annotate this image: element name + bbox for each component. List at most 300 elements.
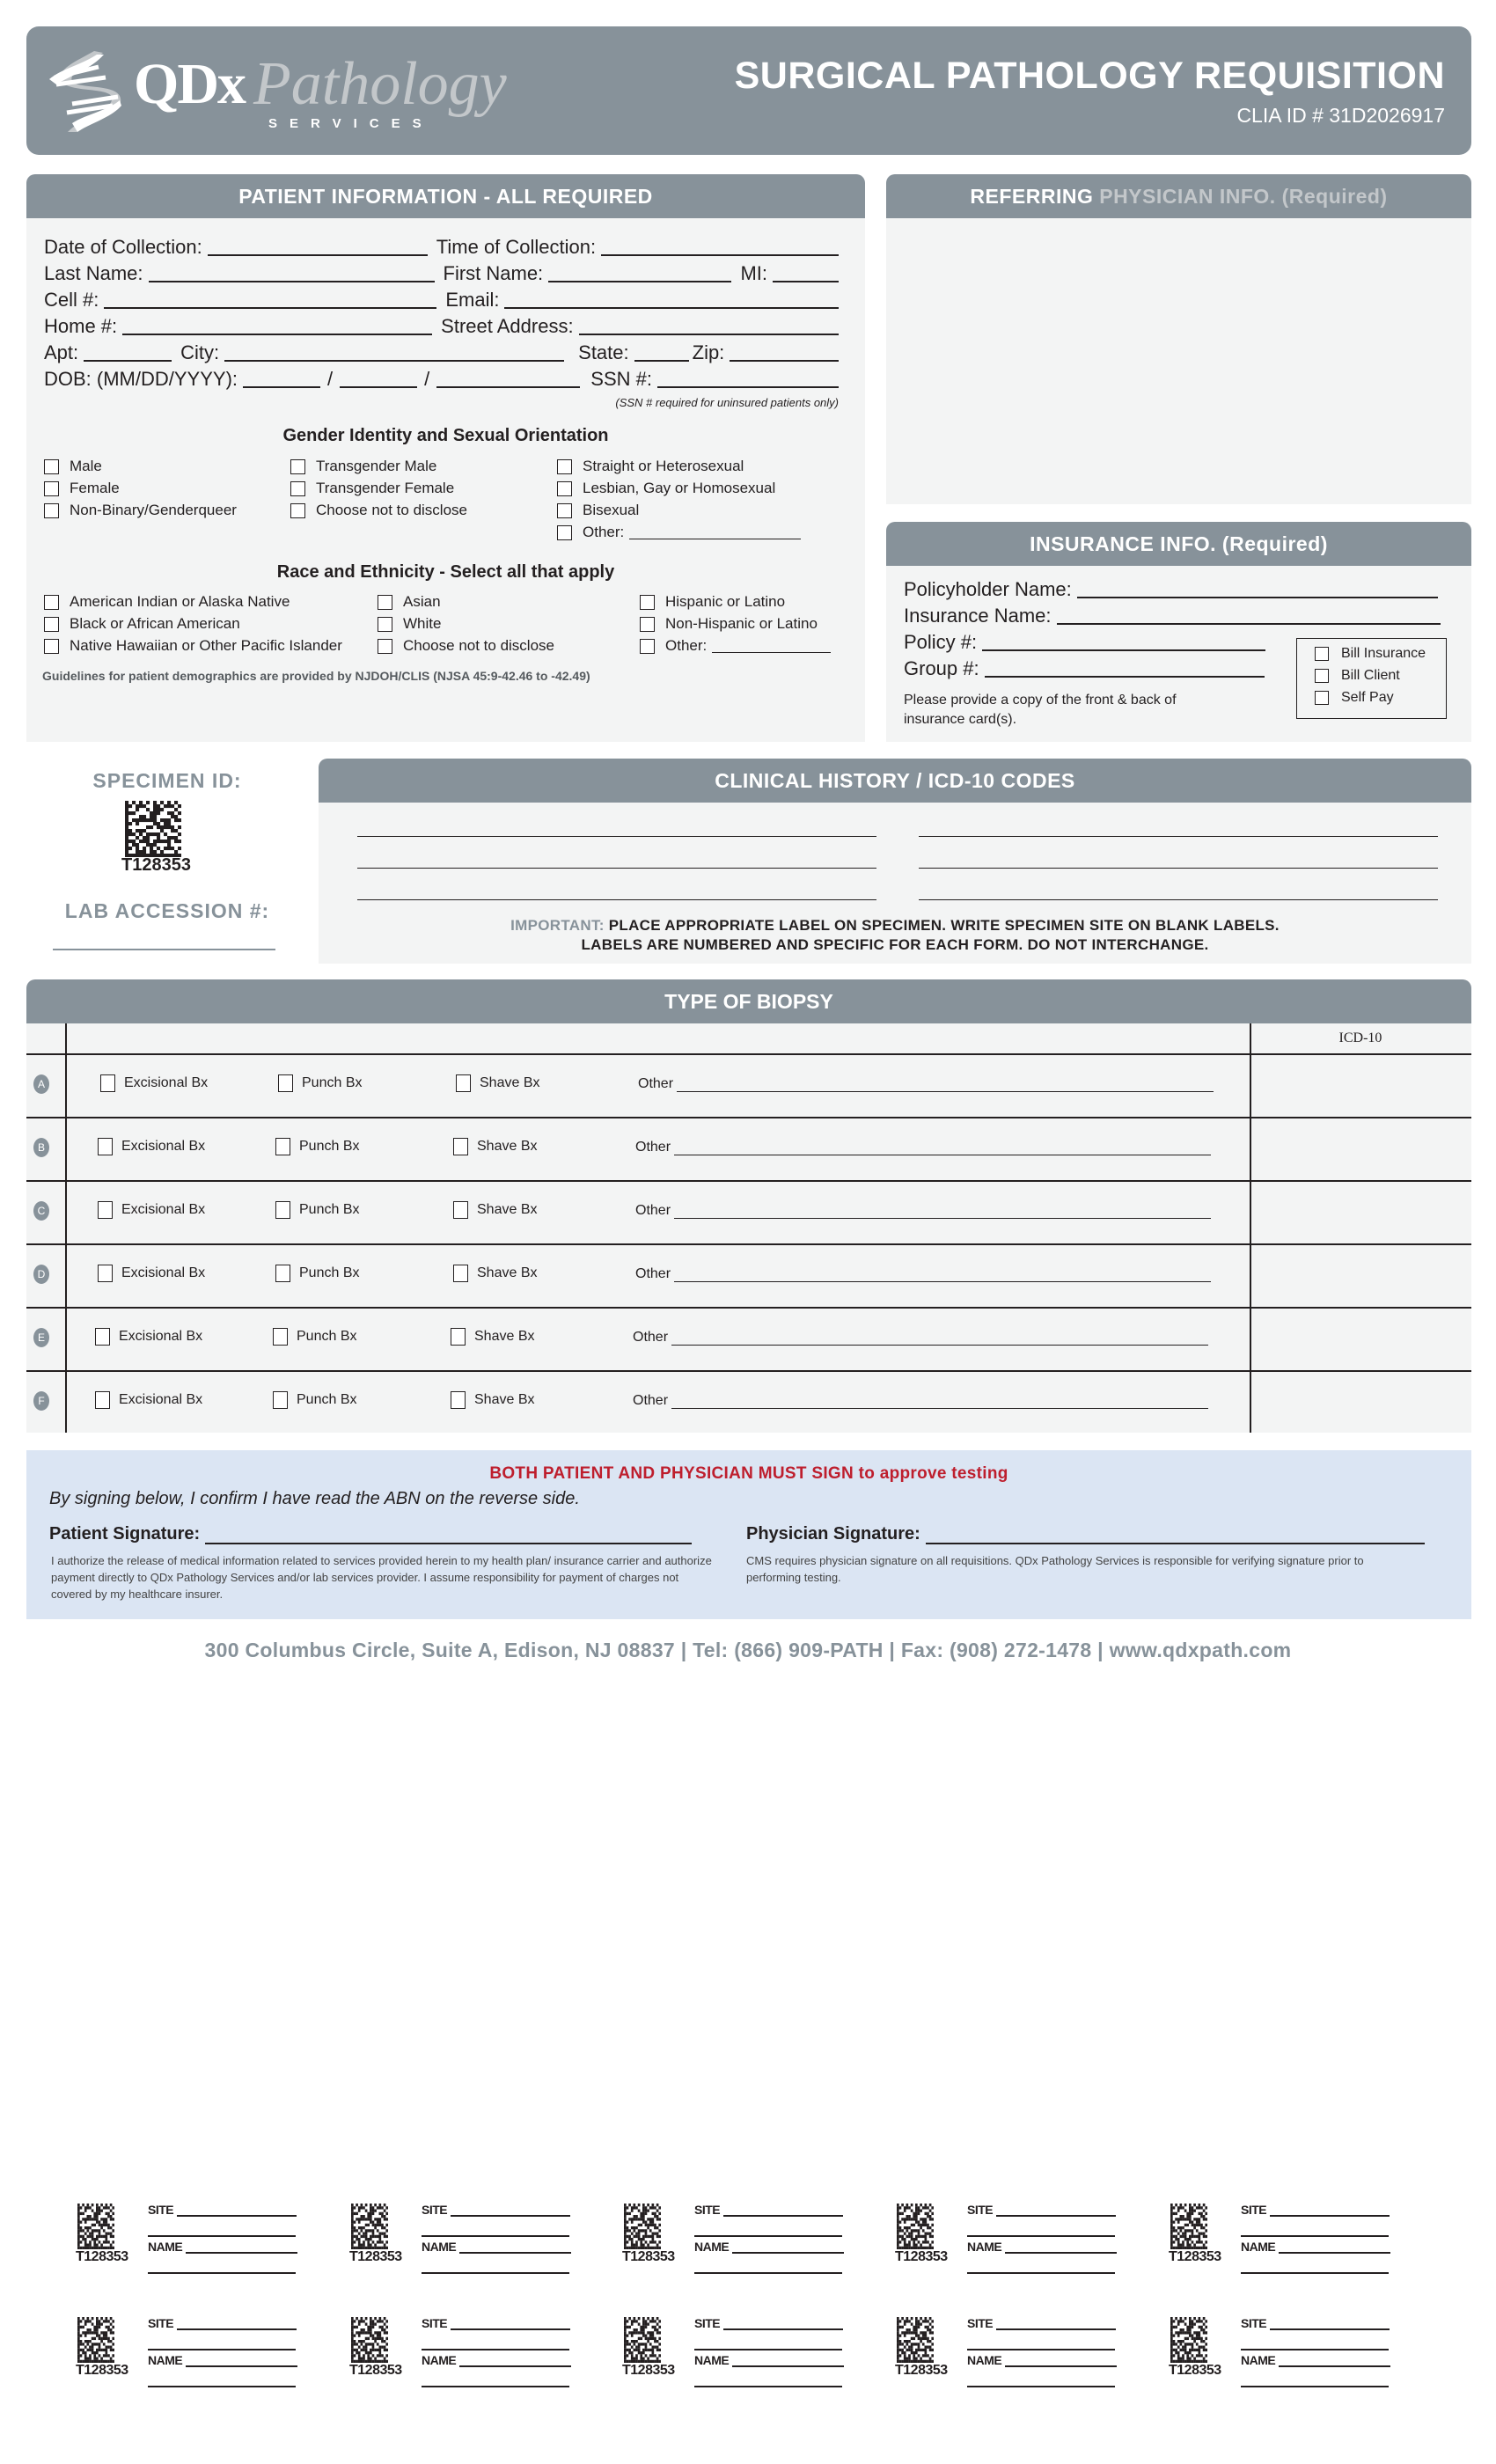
race-option-other[interactable] — [640, 637, 831, 655]
name-field[interactable] — [1279, 2355, 1390, 2367]
name-row — [1241, 2353, 1390, 2367]
date-of-collection-field[interactable] — [208, 237, 428, 256]
dob-day-field[interactable] — [340, 369, 417, 388]
other-text-field[interactable] — [671, 1395, 1208, 1409]
specimen-label[interactable] — [895, 2314, 1159, 2402]
checkbox[interactable] — [290, 481, 305, 496]
icd10-column-header: ICD-10 — [1338, 1030, 1382, 1045]
label-blank-line[interactable] — [422, 2235, 569, 2237]
name-field[interactable] — [186, 2241, 297, 2254]
logo-sub: SERVICES — [268, 116, 434, 131]
physician-signature-label: Physician Signature: — [746, 1524, 920, 1544]
referring-heading-light: PHYSICIAN INFO. (Required) — [1099, 185, 1388, 208]
referring-physician-panel — [886, 174, 1471, 504]
name-label: NAME — [422, 2353, 457, 2367]
checkbox-label: Shave Bx — [477, 1202, 538, 1217]
label-code: T128353 — [1169, 2249, 1221, 2264]
other-text-field[interactable] — [674, 1205, 1211, 1219]
datamatrix-barcode-icon — [897, 2317, 934, 2363]
billing-option-bill-insurance[interactable] — [1315, 646, 1426, 662]
datamatrix-barcode-icon — [351, 2317, 388, 2363]
logo-brand: QDx — [134, 52, 245, 116]
label-code: T128353 — [622, 2249, 675, 2264]
checkbox[interactable] — [100, 1074, 115, 1092]
time-of-collection-label: Time of Collection: — [436, 236, 597, 258]
other-label: Other — [638, 1076, 674, 1091]
checkbox[interactable] — [640, 617, 655, 632]
biopsy-option-punch-bx[interactable] — [275, 1138, 359, 1155]
insurance-name-field[interactable] — [1057, 607, 1441, 625]
policy-label: Policy #: — [904, 631, 978, 653]
clinical-line[interactable] — [357, 868, 876, 869]
checkbox[interactable] — [456, 1074, 471, 1092]
label-code: T128353 — [76, 2249, 128, 2264]
last-name-label: Last Name: — [44, 262, 143, 284]
gender-option-transgender-female[interactable] — [290, 480, 454, 497]
referring-heading-bold: REFERRING — [970, 185, 1094, 208]
checkbox[interactable] — [378, 595, 392, 610]
abn-confirmation: By signing below, I confirm I have read the ABN on the reverse side. — [49, 1489, 580, 1508]
gender-option-lesbian-gay-or-homosexual[interactable] — [557, 480, 775, 497]
site-field[interactable] — [996, 2204, 1116, 2217]
checkbox-label: Excisional Bx — [121, 1202, 206, 1217]
label-blank-line[interactable] — [694, 2235, 842, 2237]
dob-label: DOB: (MM/DD/YYYY): — [44, 368, 238, 390]
name-field[interactable] — [1005, 2241, 1117, 2254]
table-row-divider — [26, 1117, 1471, 1118]
group-label: Group #: — [904, 657, 979, 679]
specimen-label[interactable] — [349, 2314, 613, 2402]
site-field[interactable] — [177, 2204, 297, 2217]
label-blank-line[interactable] — [1241, 2349, 1389, 2350]
checkbox[interactable] — [275, 1201, 290, 1219]
gender-option-transgender-male[interactable] — [290, 458, 436, 475]
site-field[interactable] — [1270, 2204, 1390, 2217]
name-row — [967, 2353, 1117, 2367]
biopsy-other — [638, 1076, 1214, 1092]
patient-signature-row — [49, 1524, 692, 1544]
site-field[interactable] — [723, 2318, 843, 2330]
clinical-line[interactable] — [919, 899, 1438, 900]
icd10-cell[interactable] — [1251, 1117, 1471, 1180]
checkbox[interactable] — [1315, 691, 1329, 705]
mi-label: MI: — [740, 262, 767, 284]
checkbox[interactable] — [273, 1391, 288, 1409]
policy-row — [904, 629, 1265, 654]
state-label: State: — [578, 341, 629, 363]
race-option-non-hispanic-or-latino[interactable] — [640, 615, 818, 633]
site-field[interactable] — [451, 2318, 570, 2330]
icd10-cell[interactable] — [1251, 1053, 1471, 1117]
dna-helix-icon — [46, 48, 129, 136]
site-field[interactable] — [451, 2204, 570, 2217]
site-row — [967, 2203, 1116, 2217]
checkbox[interactable] — [275, 1265, 290, 1282]
biopsy-option-punch-bx[interactable] — [273, 1391, 356, 1409]
row-letter-badge: C — [33, 1201, 49, 1221]
biopsy-option-shave-bx[interactable] — [453, 1201, 537, 1219]
important-notice-line2: LABELS ARE NUMBERED AND SPECIFIC FOR EACH FORM. DO NOT INTERCHANGE. — [581, 936, 1209, 953]
biopsy-option-punch-bx[interactable] — [278, 1074, 362, 1092]
datamatrix-barcode-icon — [624, 2317, 661, 2363]
billing-option-bill-client[interactable] — [1315, 668, 1400, 684]
clinical-line[interactable] — [919, 868, 1438, 869]
checkbox[interactable] — [273, 1328, 288, 1346]
important-text-1: PLACE APPROPRIATE LABEL ON SPECIMEN. WRITE SPECIMEN SITE ON BLANK LABELS. — [608, 917, 1280, 934]
label-blank-line[interactable] — [1241, 2235, 1389, 2237]
gender-option-bisexual[interactable] — [557, 502, 639, 519]
checkbox[interactable] — [95, 1391, 110, 1409]
lab-accession-label: LAB ACCESSION #: — [64, 899, 270, 922]
checkbox[interactable] — [451, 1328, 466, 1346]
label-blank-line[interactable] — [422, 2349, 569, 2350]
gender-option-choose-not-to-disclose[interactable] — [290, 502, 467, 519]
other-label: Other — [635, 1140, 671, 1155]
checkbox-label: Punch Bx — [297, 1329, 357, 1344]
icd10-cell[interactable] — [1251, 1307, 1471, 1370]
clinical-history-panel — [319, 759, 1471, 964]
biopsy-option-punch-bx[interactable] — [275, 1265, 359, 1282]
ssn-label: SSN #: — [590, 368, 652, 390]
checkbox[interactable] — [453, 1138, 468, 1155]
other-text-field[interactable] — [712, 639, 831, 653]
important-notice-line1 — [319, 917, 1471, 935]
biopsy-option-punch-bx[interactable] — [273, 1328, 356, 1346]
specimen-label[interactable] — [76, 2314, 340, 2402]
label-code: T128353 — [895, 2249, 948, 2264]
checkbox[interactable] — [95, 1328, 110, 1346]
site-row — [1241, 2316, 1390, 2330]
last-name-field[interactable] — [149, 263, 435, 282]
referring-physician-heading — [886, 174, 1471, 218]
name-field[interactable] — [186, 2355, 297, 2367]
site-label: SITE — [967, 2203, 994, 2217]
name-row — [694, 2353, 844, 2367]
mi-field[interactable] — [773, 263, 839, 282]
checkbox[interactable] — [453, 1201, 468, 1219]
biopsy-option-shave-bx[interactable] — [451, 1328, 534, 1346]
label-blank-line[interactable] — [967, 2272, 1115, 2274]
biopsy-option-excisional-bx[interactable] — [98, 1265, 205, 1282]
gender-heading: Gender Identity and Sexual Orientation — [282, 426, 609, 445]
race-option-white[interactable] — [378, 615, 441, 633]
biopsy-heading: TYPE OF BIOPSY — [26, 979, 1471, 1023]
checkbox-label: Punch Bx — [297, 1392, 357, 1407]
row-cell-email — [44, 285, 839, 312]
site-row — [694, 2316, 843, 2330]
checkbox[interactable] — [453, 1265, 468, 1282]
checkbox-label: Other: — [583, 524, 625, 540]
datamatrix-barcode-icon — [624, 2204, 661, 2249]
checkbox[interactable] — [44, 595, 59, 610]
checkbox[interactable] — [44, 459, 59, 474]
checkbox-label: Choose not to disclose — [403, 637, 554, 654]
policyholder-label: Policyholder Name: — [904, 578, 1072, 600]
specimen-label[interactable] — [622, 2314, 886, 2402]
referring-physician-area[interactable] — [886, 218, 1471, 504]
other-text-field[interactable] — [671, 1331, 1208, 1346]
label-blank-line[interactable] — [967, 2386, 1115, 2387]
name-row — [694, 2240, 844, 2254]
biopsy-option-excisional-bx[interactable] — [95, 1328, 202, 1346]
apt-label: Apt: — [44, 341, 79, 363]
dob-separator: / — [327, 368, 334, 390]
label-code: T128353 — [622, 2363, 675, 2378]
gender-option-female[interactable] — [44, 480, 120, 497]
name-field[interactable] — [732, 2355, 844, 2367]
site-row — [422, 2316, 570, 2330]
specimen-label[interactable] — [622, 2200, 886, 2288]
specimen-label[interactable] — [76, 2200, 340, 2288]
patient-authorization-text: I authorize the release of medical information related to services provided herein to my health plan/ insurance carrier and authorize payment directly to QDx Pathology Services and/or lab services provider. I assume responsibility for payment of charges not covered by my healthcare insurer. — [51, 1554, 712, 1601]
datamatrix-barcode-icon — [77, 2317, 114, 2363]
name-label: NAME — [967, 2240, 1002, 2254]
row-letter-badge: F — [33, 1391, 49, 1411]
checkbox[interactable] — [557, 525, 572, 540]
billing-option-self-pay[interactable] — [1315, 690, 1394, 706]
icd10-cell[interactable] — [1251, 1180, 1471, 1243]
dob-separator: / — [424, 368, 430, 390]
checkbox[interactable] — [451, 1391, 466, 1409]
checkbox[interactable] — [98, 1201, 113, 1219]
biopsy-option-shave-bx[interactable] — [453, 1265, 537, 1282]
cell-label: Cell #: — [44, 289, 99, 311]
biopsy-option-shave-bx[interactable] — [451, 1391, 534, 1409]
datamatrix-barcode-icon — [125, 801, 181, 857]
site-field[interactable] — [177, 2318, 297, 2330]
name-label: NAME — [148, 2240, 183, 2254]
insurance-name-label: Insurance Name: — [904, 605, 1052, 627]
gender-option-male[interactable] — [44, 458, 102, 475]
name-label: NAME — [422, 2240, 457, 2254]
checkbox-label: Transgender Male — [316, 458, 437, 474]
site-field[interactable] — [1270, 2318, 1390, 2330]
race-option-native-hawaiian-or-other-pacific-islander[interactable] — [44, 637, 342, 655]
biopsy-other — [635, 1140, 1211, 1155]
checkbox[interactable] — [1315, 647, 1329, 661]
ssn-note: (SSN # required for uninsured patients only) — [615, 396, 839, 409]
checkbox[interactable] — [290, 503, 305, 518]
insurance-name-row — [904, 603, 1441, 627]
table-row-divider — [26, 1180, 1471, 1182]
city-field[interactable] — [224, 342, 564, 362]
ssn-field[interactable] — [657, 369, 839, 388]
street-label: Street Address: — [441, 315, 574, 337]
name-label: NAME — [1241, 2240, 1276, 2254]
icd10-cell[interactable] — [1251, 1370, 1471, 1433]
label-blank-line[interactable] — [1241, 2386, 1389, 2387]
checkbox[interactable] — [44, 639, 59, 654]
checkbox[interactable] — [557, 503, 572, 518]
label-blank-line[interactable] — [422, 2386, 569, 2387]
site-label: SITE — [148, 2203, 174, 2217]
dob-month-field[interactable] — [243, 369, 320, 388]
checkbox[interactable] — [378, 639, 392, 654]
other-label: Other — [633, 1393, 669, 1408]
specimen-label[interactable] — [349, 2200, 613, 2288]
site-label: SITE — [694, 2316, 721, 2330]
name-field[interactable] — [1279, 2241, 1390, 2254]
label-blank-line[interactable] — [694, 2349, 842, 2350]
icd10-cell[interactable] — [1251, 1243, 1471, 1307]
biopsy-option-shave-bx[interactable] — [453, 1138, 537, 1155]
checkbox[interactable] — [290, 459, 305, 474]
checkbox-label: Shave Bx — [480, 1075, 540, 1090]
patient-signature-field[interactable] — [205, 1529, 692, 1544]
first-name-field[interactable] — [548, 263, 731, 282]
label-code: T128353 — [349, 2249, 402, 2264]
label-blank-line[interactable] — [148, 2349, 296, 2350]
table-row-divider — [26, 1370, 1471, 1372]
checkbox-label: Punch Bx — [299, 1265, 360, 1280]
checkbox[interactable] — [640, 639, 655, 654]
specimen-label[interactable] — [895, 2200, 1159, 2288]
checkbox-label: Bisexual — [583, 502, 640, 518]
site-label: SITE — [422, 2316, 448, 2330]
checkbox[interactable] — [1315, 669, 1329, 683]
other-text-field[interactable] — [677, 1078, 1214, 1092]
site-label: SITE — [148, 2316, 174, 2330]
checkbox-label: Native Hawaiian or Other Pacific Islander — [70, 637, 342, 654]
checkbox[interactable] — [44, 617, 59, 632]
checkbox-label: Black or African American — [70, 615, 240, 632]
demographics-guideline: Guidelines for patient demographics are provided by NJDOH/CLIS (NJSA 45:9-42.46 to -42.49) — [42, 669, 590, 683]
biopsy-option-excisional-bx[interactable] — [98, 1201, 205, 1219]
label-blank-line[interactable] — [967, 2349, 1115, 2350]
biopsy-other — [633, 1393, 1208, 1409]
checkbox[interactable] — [278, 1074, 293, 1092]
race-option-black-or-african-american[interactable] — [44, 615, 240, 633]
checkbox-label: Shave Bx — [474, 1329, 535, 1344]
biopsy-row-e — [26, 1307, 1250, 1370]
biopsy-option-excisional-bx[interactable] — [95, 1391, 202, 1409]
race-option-asian[interactable] — [378, 593, 441, 611]
site-label: SITE — [1241, 2316, 1267, 2330]
zip-label: Zip: — [692, 341, 725, 363]
label-blank-line[interactable] — [422, 2272, 569, 2274]
checkbox[interactable] — [557, 459, 572, 474]
specimen-label[interactable] — [1169, 2200, 1433, 2288]
site-label: SITE — [422, 2203, 448, 2217]
row-letter-badge: D — [33, 1265, 49, 1284]
site-row — [148, 2316, 297, 2330]
label-blank-line[interactable] — [1241, 2272, 1389, 2274]
label-blank-line[interactable] — [148, 2272, 296, 2274]
time-of-collection-field[interactable] — [601, 237, 839, 256]
checkbox[interactable] — [557, 481, 572, 496]
other-text-field[interactable] — [674, 1141, 1211, 1155]
site-field[interactable] — [996, 2318, 1116, 2330]
datamatrix-barcode-icon — [351, 2204, 388, 2249]
other-label: Other — [635, 1266, 671, 1281]
clinical-line[interactable] — [919, 836, 1438, 837]
biopsy-other — [635, 1266, 1211, 1282]
site-label: SITE — [1241, 2203, 1267, 2217]
checkbox[interactable] — [275, 1138, 290, 1155]
checkbox-label: Non-Binary/Genderqueer — [70, 502, 237, 518]
physician-signature-field[interactable] — [926, 1529, 1425, 1544]
street-field[interactable] — [579, 316, 839, 335]
label-blank-line[interactable] — [694, 2272, 842, 2274]
other-text-field[interactable] — [629, 525, 801, 539]
datamatrix-barcode-icon — [1170, 2317, 1207, 2363]
policyholder-row — [904, 576, 1438, 601]
checkbox[interactable] — [98, 1265, 113, 1282]
checkbox-label: Self Pay — [1341, 690, 1394, 705]
name-field[interactable] — [1005, 2355, 1117, 2367]
label-blank-line[interactable] — [967, 2235, 1115, 2237]
label-blank-line[interactable] — [694, 2386, 842, 2387]
row-letter-badge: A — [33, 1074, 49, 1094]
clinical-line[interactable] — [357, 836, 876, 837]
biopsy-panel — [26, 979, 1471, 1433]
other-text-field[interactable] — [674, 1268, 1211, 1282]
home-field[interactable] — [122, 316, 432, 335]
biopsy-option-excisional-bx[interactable] — [100, 1074, 208, 1092]
checkbox[interactable] — [640, 595, 655, 610]
cell-field[interactable] — [104, 290, 436, 309]
race-option-american-indian-or-alaska-native[interactable] — [44, 593, 290, 611]
state-field[interactable] — [634, 342, 689, 362]
race-option-hispanic-or-latino[interactable] — [640, 593, 785, 611]
row-letter-badge: E — [33, 1328, 49, 1347]
name-row — [148, 2353, 297, 2367]
checkbox[interactable] — [378, 617, 392, 632]
site-field[interactable] — [723, 2204, 843, 2217]
biopsy-row-c — [26, 1180, 1250, 1243]
label-blank-line[interactable] — [148, 2235, 296, 2237]
table-row-divider — [26, 1307, 1471, 1309]
lab-accession-field[interactable] — [53, 949, 275, 950]
biopsy-option-excisional-bx[interactable] — [98, 1138, 205, 1155]
gender-option-straight-or-heterosexual[interactable] — [557, 458, 744, 475]
checkbox-label: Punch Bx — [299, 1202, 360, 1217]
site-row — [148, 2203, 297, 2217]
specimen-code: T128353 — [121, 855, 191, 875]
dob-year-field[interactable] — [436, 369, 580, 388]
checkbox[interactable] — [98, 1138, 113, 1155]
policyholder-field[interactable] — [1077, 581, 1438, 598]
specimen-label[interactable] — [1169, 2314, 1433, 2402]
label-blank-line[interactable] — [148, 2386, 296, 2387]
gender-option-other[interactable] — [557, 524, 801, 541]
checkbox-label: Punch Bx — [302, 1075, 363, 1090]
policy-field[interactable] — [982, 634, 1265, 651]
zip-field[interactable] — [730, 342, 839, 362]
checkbox[interactable] — [44, 503, 59, 518]
email-field[interactable] — [504, 290, 839, 309]
physician-requirement-text: CMS requires physician signature on all requisitions. QDx Pathology Services is responsible for verifying signature prior to performing testing. — [746, 1554, 1364, 1584]
apt-field[interactable] — [84, 342, 172, 362]
checkbox[interactable] — [44, 481, 59, 496]
name-field[interactable] — [459, 2241, 571, 2254]
insurance-heading: INSURANCE INFO. (Required) — [886, 522, 1471, 566]
group-field[interactable] — [985, 660, 1265, 678]
name-row — [422, 2353, 571, 2367]
gender-option-non-binary-genderqueer[interactable] — [44, 502, 237, 519]
name-field[interactable] — [732, 2241, 844, 2254]
site-row — [1241, 2203, 1390, 2217]
clinical-line[interactable] — [357, 899, 876, 900]
checkbox-label: Excisional Bx — [119, 1329, 203, 1344]
biopsy-row-d — [26, 1243, 1250, 1307]
name-field[interactable] — [459, 2355, 571, 2367]
biopsy-option-punch-bx[interactable] — [275, 1201, 359, 1219]
race-option-choose-not-to-disclose[interactable] — [378, 637, 554, 655]
biopsy-option-shave-bx[interactable] — [456, 1074, 539, 1092]
specimen-id-label: SPECIMEN ID: — [92, 769, 242, 792]
clinical-history-heading: CLINICAL HISTORY / ICD-10 CODES — [319, 759, 1471, 803]
